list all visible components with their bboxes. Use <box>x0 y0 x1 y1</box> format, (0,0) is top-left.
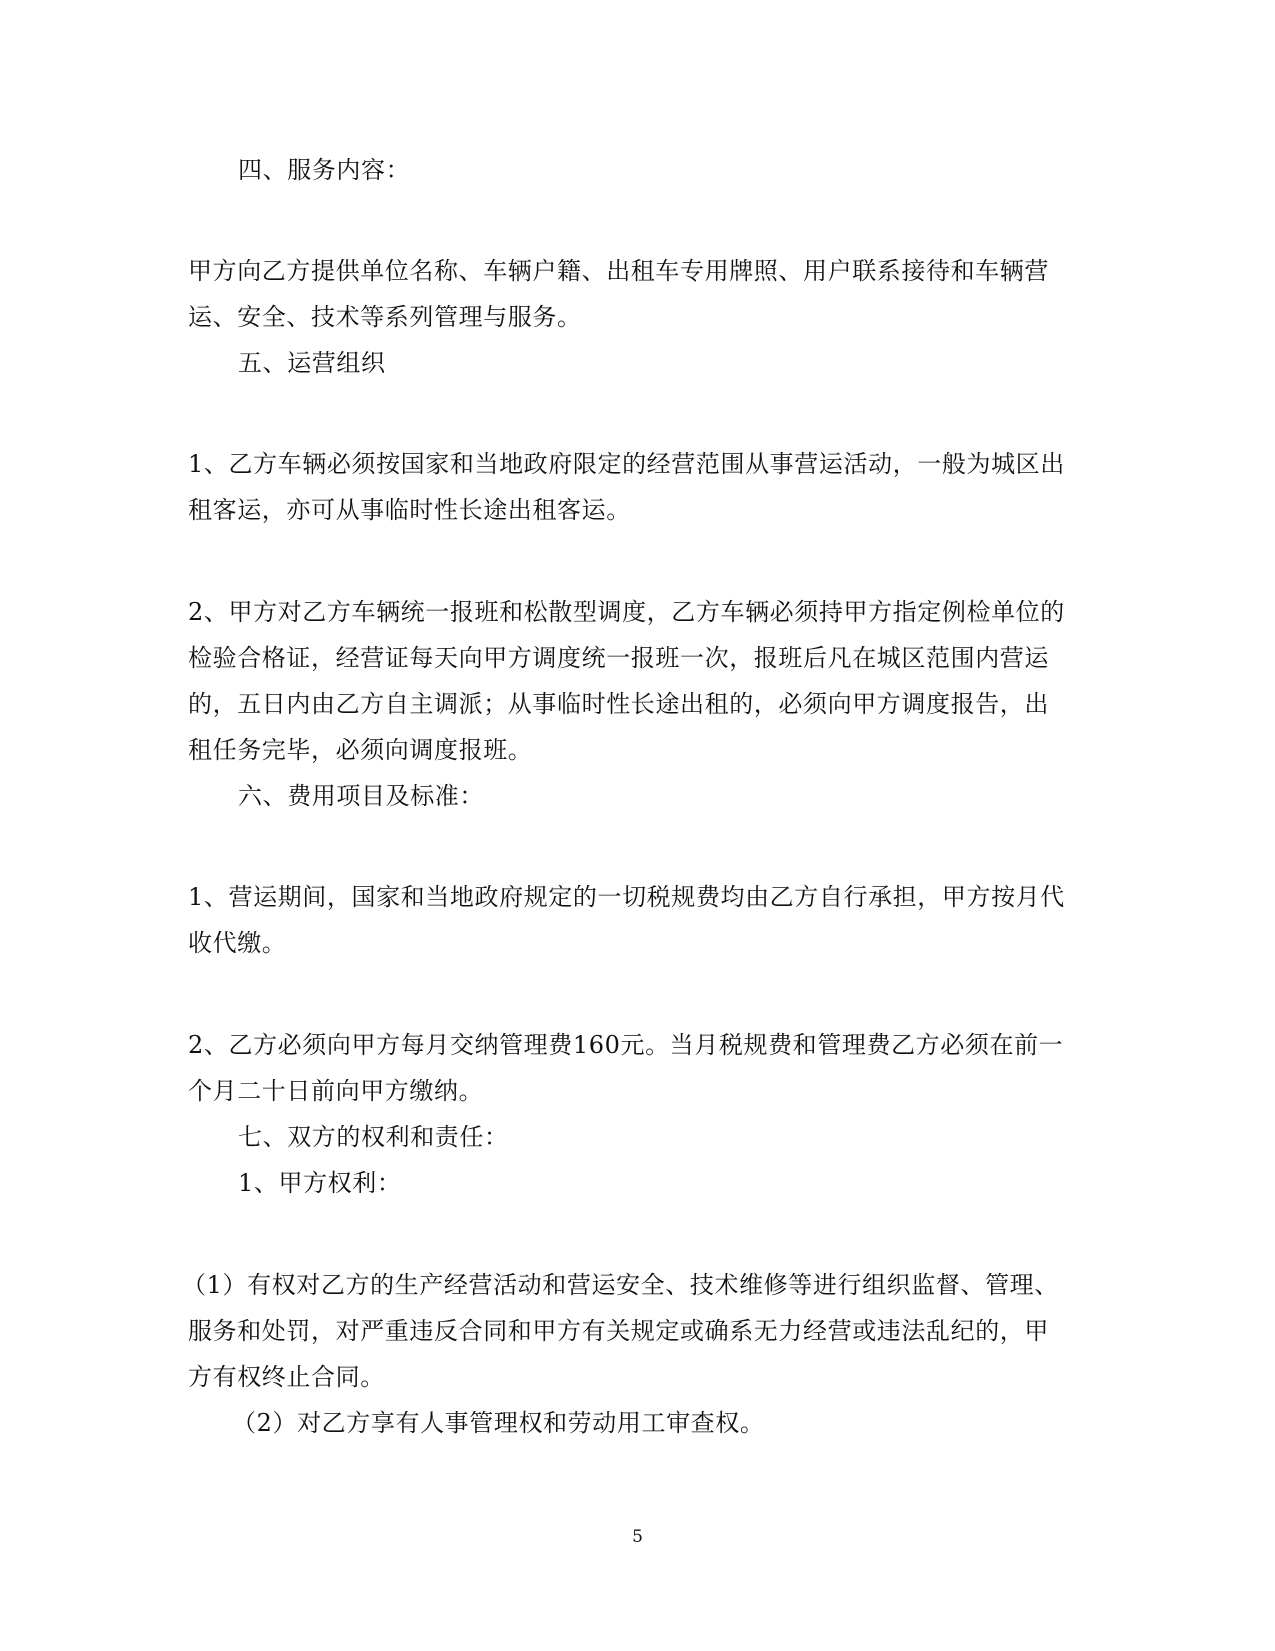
paragraph-line: 方有权终止合同。 <box>188 1363 385 1391</box>
paragraph-line: 服务和处罚，对严重违反合同和甲方有关规定或确系无力经营或违法乱纪的，甲 <box>188 1317 1049 1345</box>
paragraph-line: 收代缴。 <box>188 929 287 957</box>
paragraph-line: 1、乙方车辆必须按国家和当地政府限定的经营范围从事营运活动，一般为城区出 <box>188 450 1065 478</box>
paragraph-line: 2、甲方对乙方车辆统一报班和松散型调度，乙方车辆必须持甲方指定例检单位的 <box>188 598 1065 626</box>
section-heading-operation: 五、运营组织 <box>238 349 386 377</box>
paragraph-line: （1）有权对乙方的生产经营活动和营运安全、技术维修等进行组织监督、管理、 <box>182 1271 1059 1299</box>
subsection-heading-party-a-rights: 1、甲方权利： <box>238 1169 402 1197</box>
paragraph-line: 租客运，亦可从事临时性长途出租客运。 <box>188 496 631 524</box>
paragraph-line: 运、安全、技术等系列管理与服务。 <box>188 303 582 331</box>
section-heading-fees: 六、费用项目及标准： <box>238 782 484 810</box>
page-number: 5 <box>632 1527 643 1547</box>
section-heading-service-content: 四、服务内容： <box>238 156 411 184</box>
paragraph-line: 甲方向乙方提供单位名称、车辆户籍、出租车专用牌照、用户联系接待和车辆营 <box>188 257 1049 285</box>
paragraph-line: 2、乙方必须向甲方每月交纳管理费160元。当月税规费和管理费乙方必须在前一 <box>188 1031 1064 1059</box>
paragraph-line: 租任务完毕，必须向调度报班。 <box>188 736 533 764</box>
paragraph-line: 检验合格证，经营证每天向甲方调度统一报班一次，报班后凡在城区范围内营运 <box>188 644 1049 672</box>
paragraph-line: 个月二十日前向甲方缴纳。 <box>188 1077 484 1105</box>
paragraph-line: 1、营运期间，国家和当地政府规定的一切税规费均由乙方自行承担，甲方按月代 <box>188 883 1065 911</box>
paragraph-line: （2）对乙方享有人事管理权和劳动用工审查权。 <box>232 1409 765 1437</box>
section-heading-rights: 七、双方的权利和责任： <box>238 1123 509 1151</box>
paragraph-line: 的，五日内由乙方自主调派；从事临时性长途出租的，必须向甲方调度报告，出 <box>188 690 1049 718</box>
